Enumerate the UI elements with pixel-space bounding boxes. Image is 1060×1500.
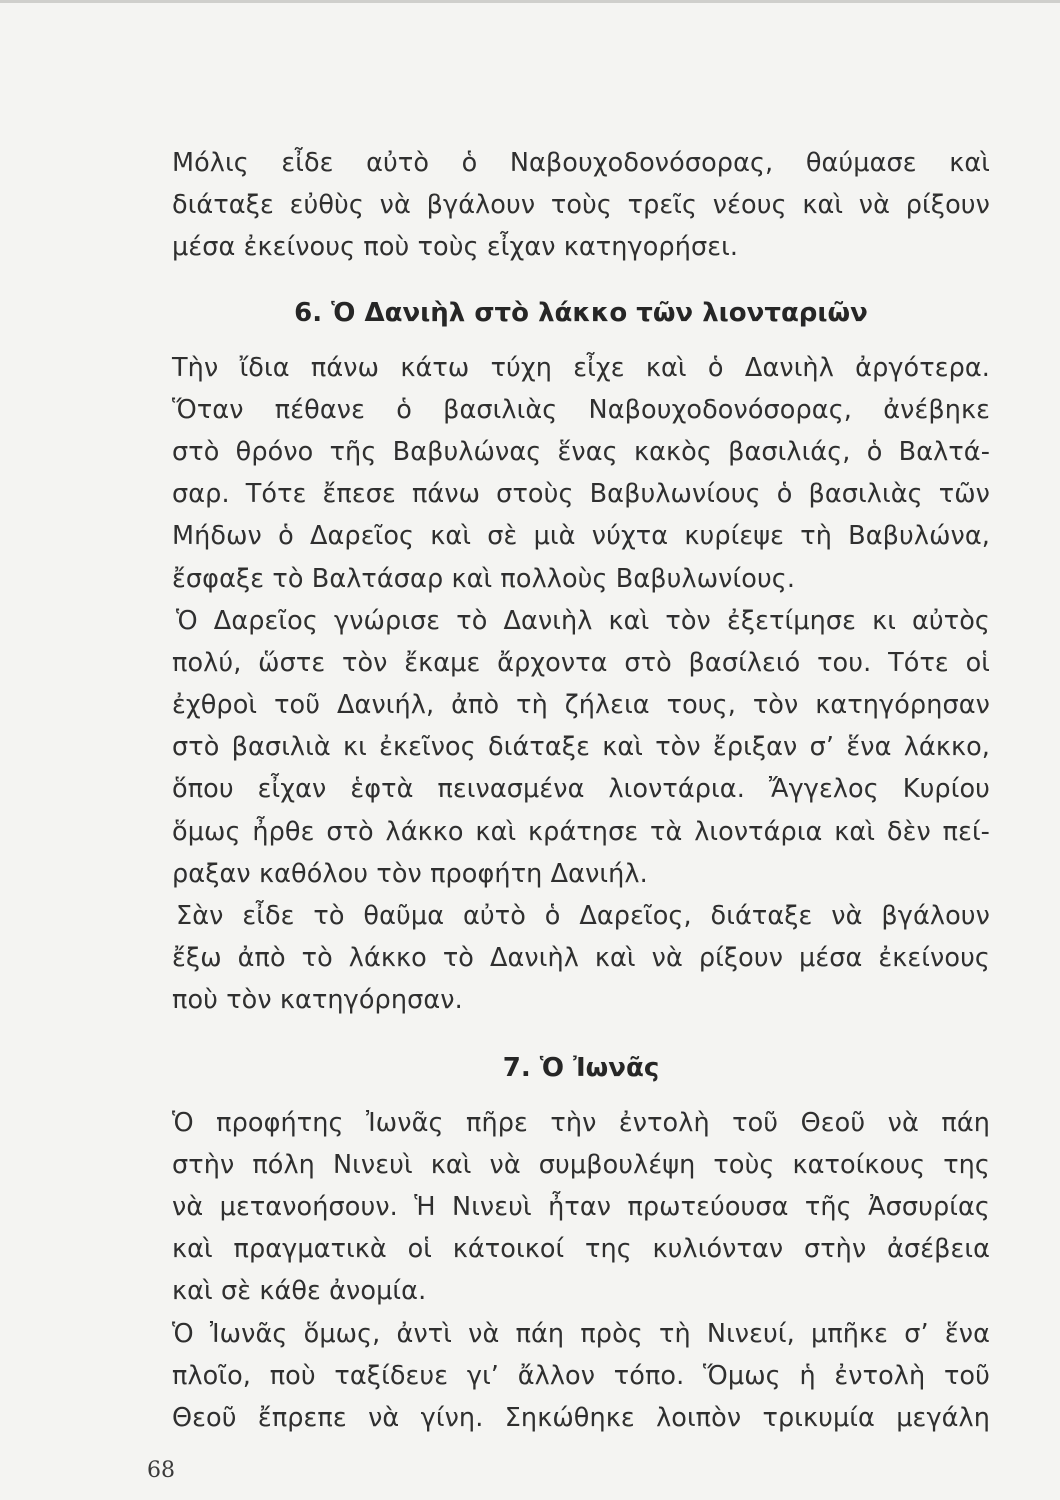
text-line: Μήδων ὁ Δαρεῖος καὶ σὲ μιὰ νύχτα κυρίεψε τὴ Βαβυλώνα, [172, 521, 990, 552]
text-line: Τὴν ἴδια πάνω κάτω τύχη εἶχε καὶ ὁ Δανιὴλ ἀργότερα. [172, 352, 990, 383]
text-line: ποὺ τὸν κατηγόρησαν. [172, 985, 463, 1016]
text-line: Σὰν εἶδε τὸ θαῦμα αὐτὸ ὁ Δαρεῖος, διάταξε νὰ βγάλουν [176, 901, 990, 931]
text-line: στὸ βασιλιὰ κι ἐκεῖνος διάταξε καὶ τὸν ἔριξαν σ’ ἕνα λάκκο, [172, 732, 990, 763]
section6-paragraph-3 [172, 895, 990, 1022]
section6-paragraph-1 [172, 347, 990, 600]
section6-paragraph-2 [172, 600, 990, 895]
text-line: ὅπου εἶχαν ἑφτὰ πεινασμένα λιοντάρια. Ἄγγελος Κυρίου [172, 774, 990, 805]
text-line: καὶ σὲ κάθε ἀνομία. [172, 1276, 427, 1307]
section7-paragraph-2 [172, 1313, 990, 1440]
section-heading-7: 7. Ὁ Ἰωνᾶς [502, 1052, 660, 1083]
text-line: πλοῖο, ποὺ ταξίδευε γι’ ἄλλον τόπο. Ὅμως ἡ ἐντολὴ τοῦ [172, 1360, 990, 1391]
page-number: 68 [147, 1458, 175, 1483]
text-line: Ὅταν πέθανε ὁ βασιλιὰς Ναβουχοδονόσορας, ἀνέβηκε [172, 394, 990, 425]
text-line: Ὁ Ἰωνᾶς ὅμως, ἀντὶ νὰ πάη πρὸς τὴ Νινευί, μπῆκε σ’ ἕνα [172, 1318, 990, 1349]
text-line: σαρ. Τότε ἔπεσε πάνω στοὺς Βαβυλωνίους ὁ βασιλιὰς τῶν [172, 479, 990, 510]
text-line: διάταξε εὐθὺς νὰ βγάλουν τοὺς τρεῖς νέους καὶ νὰ ρίξουν [172, 190, 990, 221]
text-line: ἔσφαξε τὸ Βαλτάσαρ καὶ πολλοὺς Βαβυλωνίους. [172, 563, 796, 594]
section7-paragraph-1 [172, 1102, 990, 1313]
section-heading-6: 6. Ὁ Δανιὴλ στὸ λάκκο τῶν λιονταριῶν [294, 297, 868, 328]
page-top-edge [0, 0, 1060, 3]
text-line: μέσα ἐκείνους ποὺ τοὺς εἶχαν κατηγορήσει. [172, 232, 739, 263]
text-line: Ὁ προφήτης Ἰωνᾶς πῆρε τὴν ἐντολὴ τοῦ Θεοῦ νὰ πάη [172, 1107, 990, 1138]
paragraph-intro [172, 142, 990, 269]
text-line: ἔξω ἀπὸ τὸ λάκκο τὸ Δανιὴλ καὶ νὰ ρίξουν μέσα ἐκείνους [172, 943, 990, 974]
text-line: Θεοῦ ἔπρεπε νὰ γίνη. Σηκώθηκε λοιπὸν τρικυμία μεγάλη [172, 1402, 990, 1433]
text-line: πολύ, ὥστε τὸν ἔκαμε ἄρχοντα στὸ βασίλειό του. Τότε οἱ [172, 647, 990, 678]
text-line: Μόλις εἶδε αὐτὸ ὁ Ναβουχοδονόσορας, θαύμασε καὶ [172, 148, 990, 178]
text-line: Ὁ Δαρεῖος γνώρισε τὸ Δανιὴλ καὶ τὸν ἐξετίμησε κι αὐτὸς [176, 605, 990, 636]
book-page [172, 142, 990, 1439]
text-line: ραξαν καθόλου τὸν προφήτη Δανιήλ. [172, 858, 648, 889]
text-line: καὶ πραγματικὰ οἱ κάτοικοί της κυλιόνταν στὴν ἀσέβεια [172, 1234, 990, 1265]
text-line: ὅμως ἦρθε στὸ λάκκο καὶ κράτησε τὰ λιοντάρια καὶ δὲν πεί- [172, 816, 990, 847]
text-line: στὸ θρόνο τῆς Βαβυλώνας ἕνας κακὸς βασιλιάς, ὁ Βαλτά- [172, 436, 990, 467]
text-line: νὰ μετανοήσουν. Ἡ Νινευὶ ἦταν πρωτεύουσα τῆς Ἀσσυρίας [172, 1191, 990, 1222]
text-line: στὴν πόλη Νινευὶ καὶ νὰ συμβουλέψη τοὺς κατοίκους της [172, 1149, 990, 1180]
text-line: ἐχθροὶ τοῦ Δανιήλ, ἀπὸ τὴ ζήλεια τους, τὸν κατηγόρησαν [172, 690, 990, 721]
